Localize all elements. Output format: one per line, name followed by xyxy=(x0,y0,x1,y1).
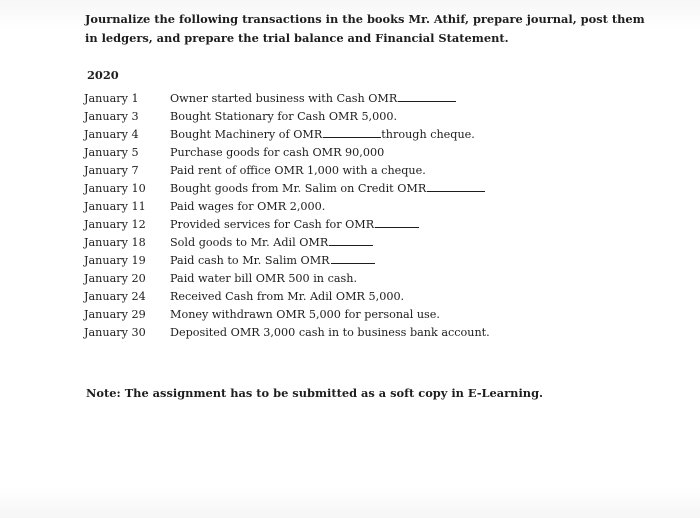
transaction-text: Purchase goods for cash OMR 90,000 xyxy=(170,145,385,159)
transaction-description xyxy=(170,326,644,339)
transaction-text: Sold goods to Mr. Adil OMR xyxy=(170,235,329,249)
transaction-text: Paid rent of office OMR 1,000 with a cheque. xyxy=(170,163,426,177)
transaction-text: Paid water bill OMR 500 in cash. xyxy=(170,271,358,285)
transaction-description xyxy=(170,254,644,267)
transaction-description xyxy=(170,92,644,105)
transaction-description xyxy=(170,272,644,285)
amount-blank-line xyxy=(398,93,456,102)
year-heading: 2020 xyxy=(87,68,119,82)
transaction-list xyxy=(84,89,644,341)
transaction-row xyxy=(84,197,644,215)
transaction-date: January 10 xyxy=(84,181,146,195)
transaction-date: January 7 xyxy=(84,163,139,177)
transaction-date: January 19 xyxy=(84,253,146,267)
transaction-text: Received Cash from Mr. Adil OMR 5,000. xyxy=(170,289,405,303)
transaction-description xyxy=(170,182,644,195)
amount-blank-line xyxy=(323,129,381,138)
transaction-text-suffix: through cheque. xyxy=(381,127,475,141)
transaction-date: January 29 xyxy=(84,307,146,321)
transaction-row xyxy=(84,215,644,233)
transaction-text: Paid cash to Mr. Salim OMR xyxy=(170,253,330,267)
transaction-row xyxy=(84,323,644,341)
transaction-row xyxy=(84,287,644,305)
transaction-row xyxy=(84,143,644,161)
transaction-date: January 20 xyxy=(84,271,146,285)
transaction-date: January 18 xyxy=(84,235,146,249)
transaction-date: January 24 xyxy=(84,289,146,303)
transaction-description xyxy=(170,146,644,159)
amount-blank-line xyxy=(331,255,375,264)
transaction-date: January 5 xyxy=(84,145,139,159)
transaction-description xyxy=(170,128,644,141)
transaction-text: Bought goods from Mr. Salim on Credit OMR xyxy=(170,181,427,195)
transaction-row xyxy=(84,305,644,323)
transaction-description xyxy=(170,200,644,213)
transaction-description xyxy=(170,236,644,249)
transaction-description xyxy=(170,308,644,321)
assignment-instructions: Journalize the following transactions in the books Mr. Athif, prepare journal, post them in ledgers, and prepare the trial balance and Financial Statement. xyxy=(85,12,645,45)
transaction-row xyxy=(84,161,644,179)
transaction-row xyxy=(84,107,644,125)
transaction-row xyxy=(84,233,644,251)
transaction-text: Deposited OMR 3,000 cash in to business bank account. xyxy=(170,325,490,339)
amount-blank-line xyxy=(427,183,485,192)
transaction-date: January 12 xyxy=(84,217,146,231)
transaction-description xyxy=(170,164,644,177)
transaction-row xyxy=(84,251,644,269)
transaction-date: January 4 xyxy=(84,127,139,141)
transaction-description xyxy=(170,110,644,123)
amount-blank-line xyxy=(375,219,419,228)
amount-blank-line xyxy=(329,237,373,246)
transaction-date: January 1 xyxy=(84,91,139,105)
transaction-row xyxy=(84,89,644,107)
transaction-text: Paid wages for OMR 2,000. xyxy=(170,199,326,213)
transaction-text: Bought Machinery of OMR xyxy=(170,127,323,141)
transaction-date: January 3 xyxy=(84,109,139,123)
transaction-date: January 11 xyxy=(84,199,146,213)
transaction-row xyxy=(84,179,644,197)
submission-note: Note: The assignment has to be submitted as a soft copy in E-Learning. xyxy=(86,386,544,400)
transaction-text: Bought Stationary for Cash OMR 5,000. xyxy=(170,109,398,123)
transaction-text: Money withdrawn OMR 5,000 for personal use. xyxy=(170,307,440,321)
transaction-row xyxy=(84,269,644,287)
transaction-description xyxy=(170,218,644,231)
transaction-description xyxy=(170,290,644,303)
transaction-row xyxy=(84,125,644,143)
transaction-date: January 30 xyxy=(84,325,146,339)
transaction-text: Owner started business with Cash OMR xyxy=(170,91,398,105)
transaction-text: Provided services for Cash for OMR xyxy=(170,217,375,231)
